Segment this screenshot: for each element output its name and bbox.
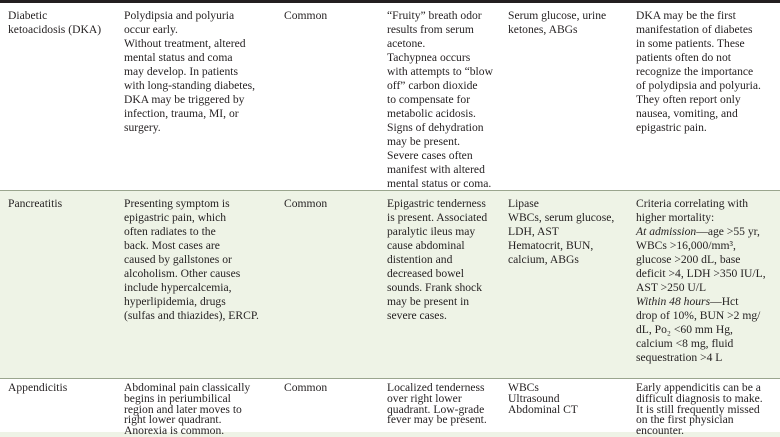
exam-cell: Epigastric tenderness is present. Associated paralytic ileus may cause abdominal distention and decreased bowel sounds. Frank shock may be present in severe cases. — [387, 197, 488, 322]
comments-cell — [636, 197, 778, 365]
exam-cell: “Fruity” breath odor results from serum acetone. Tachypnea occurs with attempts to “blow off” carbon dioxide to compensate for metabolic acidosis. Signs of dehydration may be present. Severe cases often manifest with altered mental status or coma. — [387, 9, 493, 190]
frequency-cell: Common — [284, 197, 328, 210]
tests-cell: WBCs Ultrasound Abdominal CT — [508, 381, 578, 416]
condition-cell: Pancreatitis — [8, 197, 63, 210]
history-cell: Presenting symptom is epigastric pain, which often radiates to the back. Most cases are caused by gallstones or alcoholism. Other causes include hypercalcemia, hyperlipidemia, drugs (sulfas and thiazides), ERCP. — [124, 197, 259, 322]
frequency-cell: Common — [284, 9, 328, 22]
history-cell: Abdominal pain classically begins in periumbilical region and later moves to right lower quadrant. Anorexia is common. — [124, 381, 251, 437]
comments-label-48h: Within 48 hours — [636, 295, 711, 308]
history-cell: Polydipsia and polyuria occur early. Without treatment, altered mental status and coma may develop. In patients with long-standing diabetes, DKA may be triggered by infection, trauma, MI, or surgery. — [124, 9, 256, 134]
comments-48h-criteria: —Hct drop of 10%, BUN >2 mg/ dL, Po₂ <60 mm Hg, calcium <8 mg, fluid sequestration >4 L — [636, 295, 761, 364]
condition-cell: Appendicitis — [8, 381, 68, 394]
comments-intro: Criteria correlating with higher mortality: — [636, 197, 749, 224]
comments-admission-criteria: —age >55 yr, WBCs >16,000/mm³, glucose >200 dL, base deficit >4, LDH >350 IU/L, AST >250 U/L — [636, 225, 766, 294]
condition-cell: Diabetic ketoacidosis (DKA) — [8, 9, 102, 36]
table-row-dka — [0, 3, 780, 191]
table-row-pancreatitis — [0, 191, 780, 379]
exam-cell: Localized tenderness over right lower quadrant. Low-grade fever may be present. — [387, 381, 487, 427]
table-row-appendicitis — [0, 379, 780, 437]
comments-cell: DKA may be the first manifestation of diabetes in some patients. These patients often do not recognize the importance of polydipsia and polyuria. They often report only nausea, vomiting, and epigastric pain. — [636, 9, 761, 134]
tests-cell: Serum glucose, urine ketones, ABGs — [508, 9, 607, 36]
comments-cell: Early appendicitis can be a difficult diagnosis to make. It is still frequently missed on the first physician encounter. — [636, 381, 763, 437]
frequency-cell: Common — [284, 381, 328, 394]
comments-label-admission: At admission — [636, 225, 697, 238]
tests-cell: Lipase WBCs, serum glucose, LDH, AST Hematocrit, BUN, calcium, ABGs — [508, 197, 615, 266]
